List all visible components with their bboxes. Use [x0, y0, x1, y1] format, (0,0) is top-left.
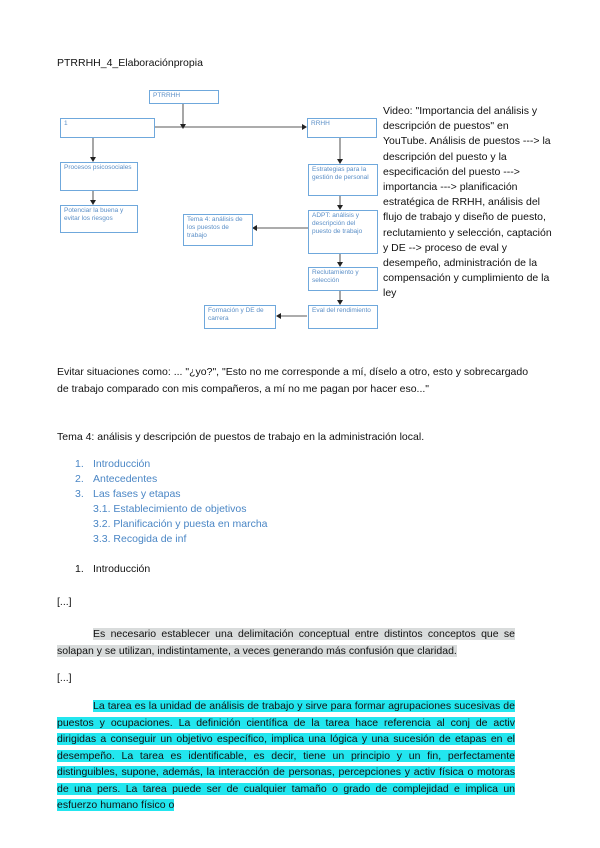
- highlighted-text: La tarea es la unidad de análisis de trabajo y sirve para formar agrupaciones sucesivas de puestos y ocupaciones. La definición científica de la tarea hace referencia al conj de activ dirigidas a conseguir un objetivo específico, implica una lógica y una sucesión de etapas en el desempeño. La tarea es identificable, es decir, tiene un principio y un fin, perfectamente distinguibles, supone, además, la interacción de personas, percepciones y activ física o motoras de una pers. La tarea puede ser de cualquier tamaño o grado de complejidad e implica un esfuerzo humano físico o: [57, 700, 515, 811]
- diagram-box-procesos: Procesos psicosociales: [60, 162, 138, 191]
- toc-item[interactable]: 2. Antecedentes: [75, 473, 158, 485]
- diagram-box-estrategias: Estrategias para la gestión de personal: [308, 164, 378, 196]
- toc-subitem[interactable]: 3.2. Planificación y puesta en marcha: [93, 518, 268, 530]
- diagram-box-tema4: Tema 4: análisis de los puestos de trabajo: [183, 214, 253, 246]
- tema-heading: Tema 4: análisis y descripción de puestos de trabajo en la administración local.: [57, 431, 425, 443]
- diagram-box-eval: Eval del rendimiento: [308, 305, 378, 329]
- ellipsis-marker: [...]: [57, 596, 72, 608]
- avoid-situations-text: Evitar situaciones como: ... "¿yo?", "Esto no me corresponde a mí, díselo a otro, esto y sobrecargado de trabajo comparado con mis compañeros, a mí no me pagan por hacer eso...": [57, 366, 529, 395]
- highlighted-text: Es necesario establecer una delimitación conceptual entre distintos conceptos que se solapan y se utilizan, indistintamente, a veces generando más confusión que claridad.: [57, 628, 515, 657]
- table-of-contents: [75, 457, 268, 547]
- ellipsis-marker: [...]: [57, 672, 72, 684]
- toc-item[interactable]: 3. Las fases y etapas: [75, 488, 181, 500]
- diagram-box-ptrrhh: PTRRHH: [149, 90, 219, 104]
- diagram-box-reclutamiento: Reclutamiento y selección: [308, 267, 378, 291]
- diagram-box-adpt: ADPT: análisis y descripción del puesto de trabajo: [308, 210, 378, 254]
- diagram-box-potenciar: Potenciar la buena y evitar los riesgos: [60, 205, 138, 233]
- diagram-box-rrhh: RRHH: [307, 118, 377, 138]
- paragraph-delimitacion: [57, 626, 515, 659]
- diagram-box-formacion: Formación y DE de carrera: [204, 305, 276, 329]
- paragraph-tarea: [57, 698, 515, 814]
- toc-subitem[interactable]: 3.3. Recogida de inf: [93, 533, 187, 545]
- toc-subitem[interactable]: 3.1. Establecimiento de objetivos: [93, 503, 247, 515]
- toc-item[interactable]: 1. Introducción: [75, 458, 151, 470]
- section-heading: 1. Introducción: [75, 563, 151, 575]
- document-title: PTRRHH_4_Elaboraciónpropia: [57, 57, 203, 69]
- diagram-box-left: 1: [60, 118, 155, 138]
- video-notes: Video: "Importancia del análisis y descripción de puestos" en YouTube. Análisis de puestos ---> la descripción del puesto y la especificación del puesto ---> importancia ---> planificación estratégica de RRHH, análisis del flujo de trabajo y diseño de puesto, reclutamiento y selección, captación y DE --> proceso de eval y desempeño, administración de la compensación y cumplimiento de la ley: [383, 105, 552, 300]
